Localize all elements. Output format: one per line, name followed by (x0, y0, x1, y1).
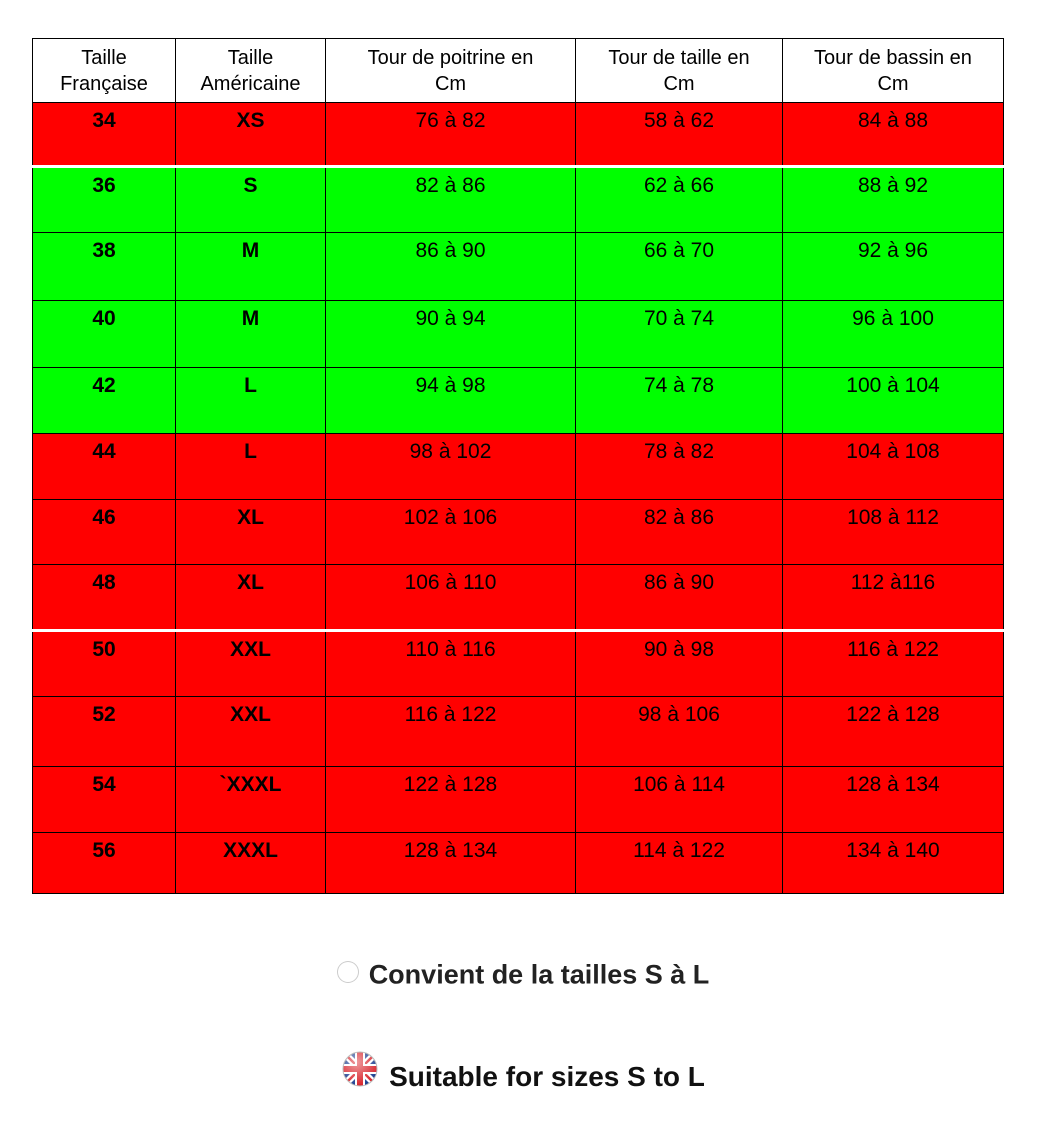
size-chart-header-row (33, 39, 1004, 103)
chest-cell: 102 à 106 (326, 500, 576, 565)
french-size-cell: 50 (33, 631, 176, 697)
hip-cell: 134 à 140 (783, 833, 1004, 894)
caption-english (0, 1058, 1046, 1096)
french-size-cell: 54 (33, 767, 176, 833)
size-row (33, 103, 1004, 167)
header-french-size: Taille Française (33, 39, 176, 103)
american-size-cell: XL (176, 500, 326, 565)
header-american-size: Taille Américaine (176, 39, 326, 103)
size-row (33, 233, 1004, 301)
american-size-cell: M (176, 301, 326, 368)
chest-cell: 128 à 134 (326, 833, 576, 894)
american-size-cell: L (176, 368, 326, 434)
size-row (33, 767, 1004, 833)
hip-cell: 96 à 100 (783, 301, 1004, 368)
hip-cell: 88 à 92 (783, 167, 1004, 233)
chest-cell: 116 à 122 (326, 697, 576, 767)
waist-cell: 66 à 70 (576, 233, 783, 301)
chest-cell: 86 à 90 (326, 233, 576, 301)
american-size-cell: XL (176, 565, 326, 631)
french-size-cell: 56 (33, 833, 176, 894)
chest-cell: 90 à 94 (326, 301, 576, 368)
caption-english-text: Suitable for sizes S to L (389, 1061, 705, 1092)
french-size-cell: 46 (33, 500, 176, 565)
chest-cell: 76 à 82 (326, 103, 576, 167)
size-row (33, 631, 1004, 697)
header-waist: Tour de taille en Cm (576, 39, 783, 103)
chest-cell: 106 à 110 (326, 565, 576, 631)
header-hip: Tour de bassin en Cm (783, 39, 1004, 103)
french-size-cell: 42 (33, 368, 176, 434)
chest-cell: 94 à 98 (326, 368, 576, 434)
chest-cell: 122 à 128 (326, 767, 576, 833)
size-chart-body (33, 103, 1004, 894)
size-row (33, 167, 1004, 233)
waist-cell: 82 à 86 (576, 500, 783, 565)
hip-cell: 104 à 108 (783, 434, 1004, 500)
waist-cell: 78 à 82 (576, 434, 783, 500)
waist-cell: 58 à 62 (576, 103, 783, 167)
hip-cell: 128 à 134 (783, 767, 1004, 833)
france-flag-icon (337, 961, 359, 983)
chest-cell: 82 à 86 (326, 167, 576, 233)
size-row (33, 833, 1004, 894)
caption-french-text: Convient de la tailles S à L (368, 959, 710, 990)
waist-cell: 86 à 90 (576, 565, 783, 631)
waist-cell: 106 à 114 (576, 767, 783, 833)
size-row (33, 565, 1004, 631)
size-row (33, 368, 1004, 434)
hip-cell: 112 à116 (783, 565, 1004, 631)
french-size-cell: 44 (33, 434, 176, 500)
american-size-cell: `XXXL (176, 767, 326, 833)
french-size-cell: 38 (33, 233, 176, 301)
american-size-cell: XXL (176, 631, 326, 697)
american-size-cell: M (176, 233, 326, 301)
american-size-cell: XXL (176, 697, 326, 767)
french-size-cell: 36 (33, 167, 176, 233)
american-size-cell: L (176, 434, 326, 500)
size-chart-table (32, 38, 1004, 894)
hip-cell: 108 à 112 (783, 500, 1004, 565)
waist-cell: 62 à 66 (576, 167, 783, 233)
hip-cell: 116 à 122 (783, 631, 1004, 697)
hip-cell: 100 à 104 (783, 368, 1004, 434)
hip-cell: 92 à 96 (783, 233, 1004, 301)
size-row (33, 500, 1004, 565)
waist-cell: 114 à 122 (576, 833, 783, 894)
french-size-cell: 34 (33, 103, 176, 167)
waist-cell: 90 à 98 (576, 631, 783, 697)
french-size-cell: 52 (33, 697, 176, 767)
american-size-cell: XXXL (176, 833, 326, 894)
chest-cell: 110 à 116 (326, 631, 576, 697)
waist-cell: 70 à 74 (576, 301, 783, 368)
chest-cell: 98 à 102 (326, 434, 576, 500)
american-size-cell: XS (176, 103, 326, 167)
size-row (33, 301, 1004, 368)
waist-cell: 74 à 78 (576, 368, 783, 434)
header-chest: Tour de poitrine en Cm (326, 39, 576, 103)
caption-french (0, 958, 1046, 990)
french-size-cell: 48 (33, 565, 176, 631)
hip-cell: 122 à 128 (783, 697, 1004, 767)
american-size-cell: S (176, 167, 326, 233)
size-row (33, 434, 1004, 500)
waist-cell: 98 à 106 (576, 697, 783, 767)
hip-cell: 84 à 88 (783, 103, 1004, 167)
uk-flag-icon (341, 1050, 379, 1088)
french-size-cell: 40 (33, 301, 176, 368)
size-row (33, 697, 1004, 767)
